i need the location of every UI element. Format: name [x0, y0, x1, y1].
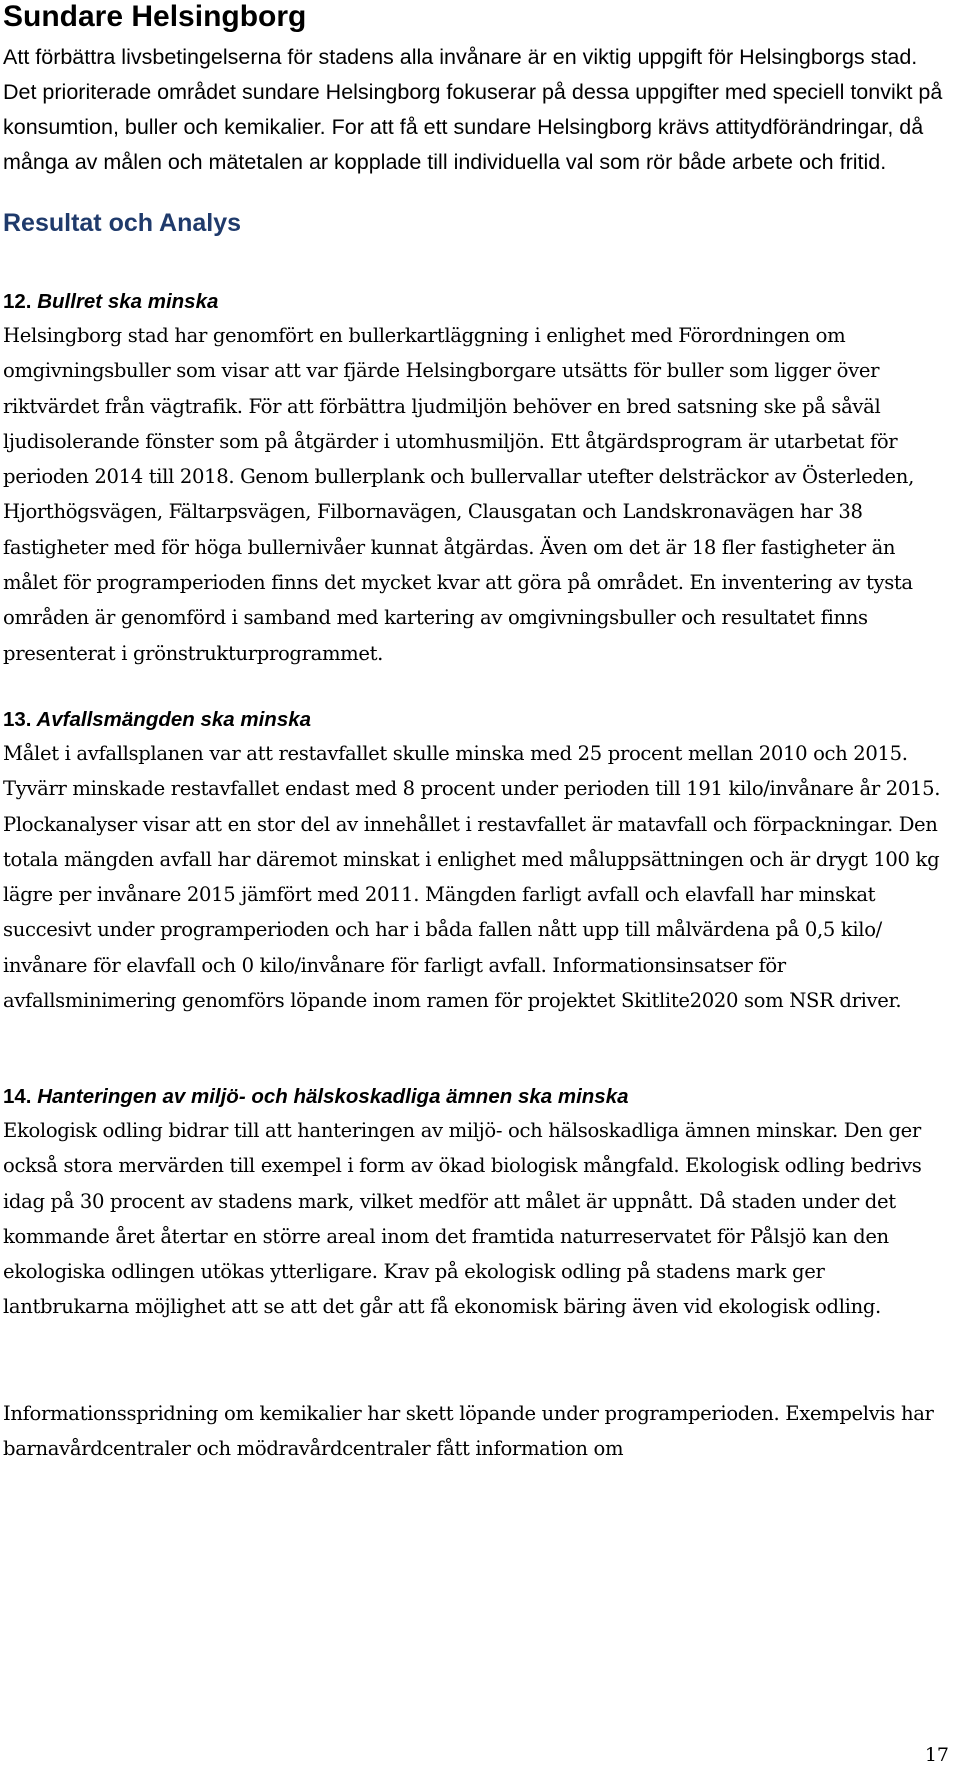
section-13-title: Avfallsmängden ska minska — [36, 708, 312, 731]
closing-paragraph: Informationsspridning om kemikalier har skett löpande under programperioden. Exempelvis har barnavårdcentraler och mödravårdcentraler fått information om — [3, 1402, 934, 1461]
section-14-number: 14. — [3, 1085, 32, 1108]
section-heading-results: Resultat och Analys — [3, 209, 242, 237]
intro-paragraph: Att förbättra livsbetingelserna för stadens alla invånare är en viktig uppgift för Helsingborgs stad. Det prioriterade området sundare Helsingborg fokuserar på dessa uppgifter med speciell tonvikt på konsumtion, buller och kemikalier. For att få ett sundare Helsingborg krävs attitydförändringar, då många av målen och mätetalen ar kopplade till individuella val som rör både arbete och fritid. — [3, 45, 943, 174]
section-13-number: 13. — [3, 708, 32, 731]
section-13-body: Målet i avfallsplanen var att restavfallet skulle minska med 25 procent mellan 2010 och 2015. Tyvärr minskade restavfallet endast med 8 procent under perioden till 191 kilo/invånare år 2015. Plockanalyser visar att en stor del av innehållet i restavfallet är matavfall och förpackningar. Den totala mängden avfall har däremot minskat i enlighet med måluppsättningen och är drygt 100 kg lägre per invånare 2015 jämfört med 2011. Mängden farligt avfall och elavfall har minskat succesivt under programperioden och har i båda fallen nått upp till målvärdena på 0,5 kilo/ invånare för elavfall och 0 kilo/invånare för farligt avfall. Informationsinsatser för avfallsminimering genomförs löpande inom ramen för projektet Skitlite2020 som NSR driver. — [3, 742, 941, 1013]
section-13 — [3, 708, 953, 1018]
page-number: 17 — [924, 1744, 949, 1766]
closing-block — [3, 1396, 953, 1467]
section-14-title: Hanteringen av miljö- och hälskoskadliga ämnen ska minska — [37, 1085, 629, 1108]
section-13-heading — [3, 708, 953, 732]
section-14 — [3, 1085, 953, 1325]
section-14-body: Ekologisk odling bidrar till att hanteringen av miljö- och hälsoskadliga ämnen minskar. Den ger också stora mervärden till exempel i form av ökad biologisk mångfald. Ekologisk odling bedrivs idag på 30 procent av stadens mark, vilket medför att målet är uppnått. Då staden under det kommande året återtar en större areal inom det framtida naturreservatet för Pålsjö kan den ekologiska odlingen utökas ytterligare. Krav på ekologisk odling på stadens mark ger lantbrukarna möjlighet att se att det går att få ekonomisk bäring även vid ekologisk odling. — [3, 1119, 922, 1319]
section-12-heading — [3, 290, 953, 314]
intro-block — [3, 0, 953, 238]
section-12-body: Helsingborg stad har genomfört en bullerkartläggning i enlighet med Förordningen om omgivningsbuller som visar att var fjärde Helsingborgare utsätts för buller som ligger över riktvärdet från vägtrafik. För att förbättra ljudmiljön behöver en bred satsning ske på såväl ljudisolerande fönster som på åtgärder i utomhusmiljön. Ett åtgärdsprogram är utarbetat för perioden 2014 till 2018. Genom bullerplank och bullervallar utefter delsträckor av Österleden, Hjorthögsvägen, Fältarpsvägen, Filbornavägen, Clausgatan och Landskronavägen har 38 fastigheter med för höga bullernivåer kunnat åtgärdas. Även om det är 18 fler fastigheter än målet för programperioden finns det mycket kvar att göra på området. En inventering av tysta områden är genomförd i samband med kartering av omgivningsbuller och resultatet finns presenterat i grönstrukturprogrammet. — [3, 324, 914, 665]
section-12-number: 12. — [3, 290, 32, 313]
section-12-title: Bullret ska minska — [37, 290, 219, 313]
page-title: Sundare Helsingborg — [3, 0, 307, 33]
section-14-heading — [3, 1085, 953, 1109]
section-12 — [3, 290, 953, 671]
